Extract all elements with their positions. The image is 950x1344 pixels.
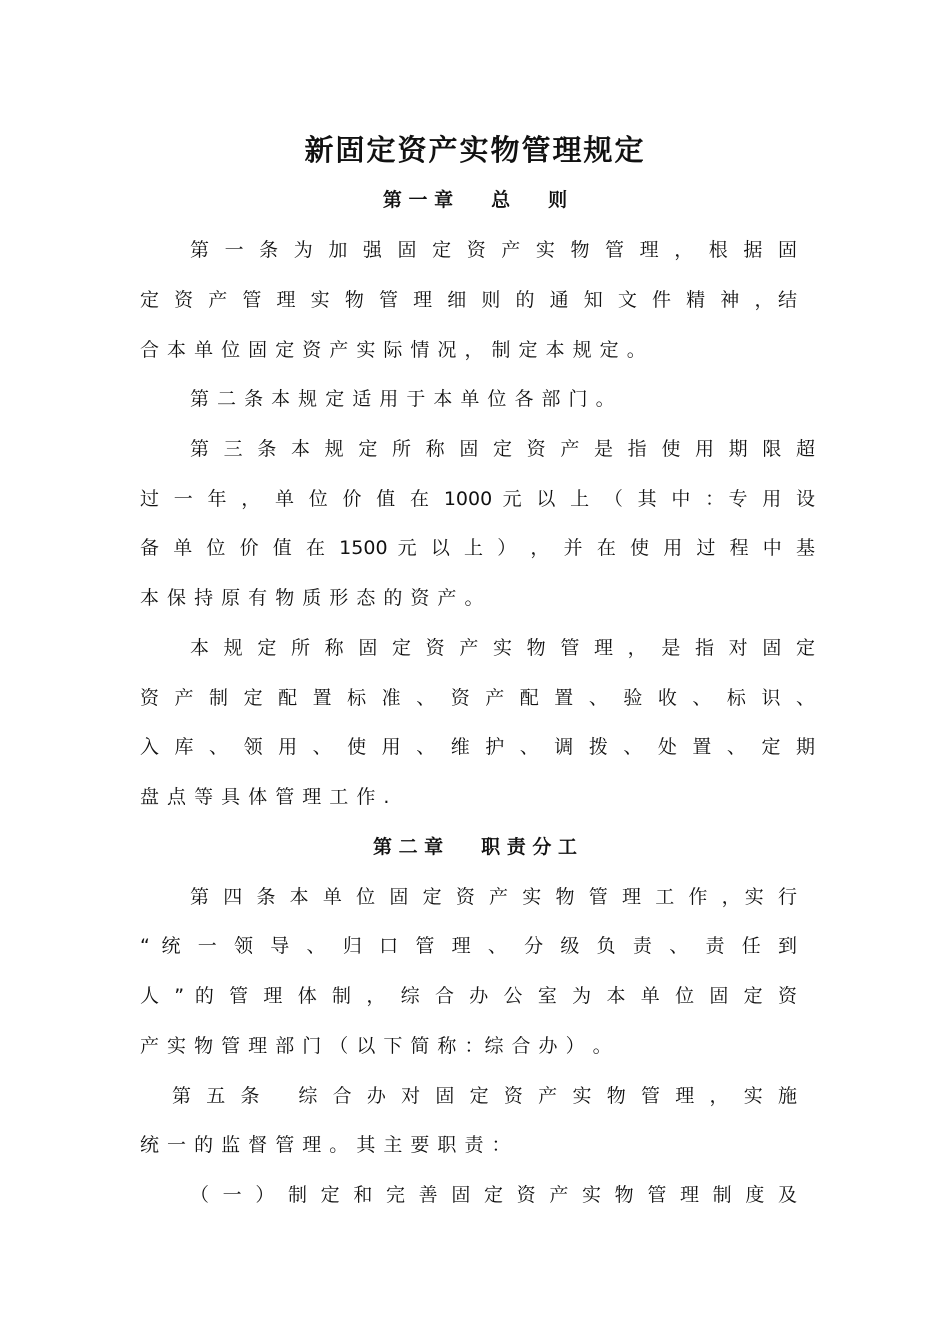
- paragraph-line: 第 一 条 为 加 强 固 定 资 产 实 物 管 理 ， 根 据 固: [190, 239, 797, 261]
- paragraph-line: 第 五 条 综 合 办 对 固 定 资 产 实 物 管 理 ， 实 施: [172, 1085, 797, 1107]
- paragraph-line: 本 保 持 原 有 物 质 形 态 的 资 产 。: [140, 587, 485, 609]
- paragraph-line: 统 一 的 监 督 管 理 。 其 主 要 职 责 ：: [140, 1134, 512, 1156]
- paragraph-line: 资 产 制 定 配 置 标 准 、 资 产 配 置 、 验 收 、 标 识 、: [140, 687, 815, 709]
- paragraph-line: 入 库 、 领 用 、 使 用 、 维 护 、 调 拨 、 处 置 、 定 期: [140, 736, 815, 758]
- paragraph-line: 产 实 物 管 理 部 门 （ 以 下 简 称 ：综 合 办 ） 。: [140, 1035, 613, 1057]
- paragraph-line: 备 单 位 价 值 在 1500 元 以 上 ） ， 并 在 使 用 过 程 中 基: [140, 537, 815, 559]
- paragraph-line: 过 一 年 ， 单 位 价 值 在 1000 元 以 上 （ 其 中 ：专 用 设: [140, 488, 815, 510]
- chapter-1-heading: 第 一 章 总 则: [382, 189, 568, 211]
- document-title: 新固定资产实物管理规定: [304, 133, 646, 167]
- paragraph-line: 本 规 定 所 称 固 定 资 产 实 物 管 理 ， 是 指 对 固 定: [190, 637, 815, 659]
- paragraph-line: “ 统 一 领 导 、 归 口 管 理 、 分 级 负 责 、 责 任 到: [140, 935, 797, 957]
- paragraph-line: （ 一 ） 制 定 和 完 善 固 定 资 产 实 物 管 理 制 度 及: [190, 1184, 797, 1206]
- paragraph-line: 盘 点 等 具 体 管 理 工 作 .: [140, 786, 391, 808]
- paragraph-line: 第 四 条 本 单 位 固 定 资 产 实 物 管 理 工 作 ，实 行: [190, 886, 797, 908]
- paragraph-line: 定 资 产 管 理 实 物 管 理 细 则 的 通 知 文 件 精 神 ，结: [140, 289, 797, 311]
- chapter-2-heading: 第 二 章 职 责 分 工: [372, 836, 578, 858]
- paragraph-line: 合 本 单 位 固 定 资 产 实 际 情 况 ， 制 定 本 规 定 。: [140, 339, 647, 361]
- paragraph-line: 第 三 条 本 规 定 所 称 固 定 资 产 是 指 使 用 期 限 超: [190, 438, 815, 460]
- paragraph-line: 人 ” 的 管 理 体 制 ， 综 合 办 公 室 为 本 单 位 固 定 资: [140, 985, 797, 1007]
- paragraph-line: 第 二 条 本 规 定 适 用 于 本 单 位 各 部 门 。: [190, 388, 616, 410]
